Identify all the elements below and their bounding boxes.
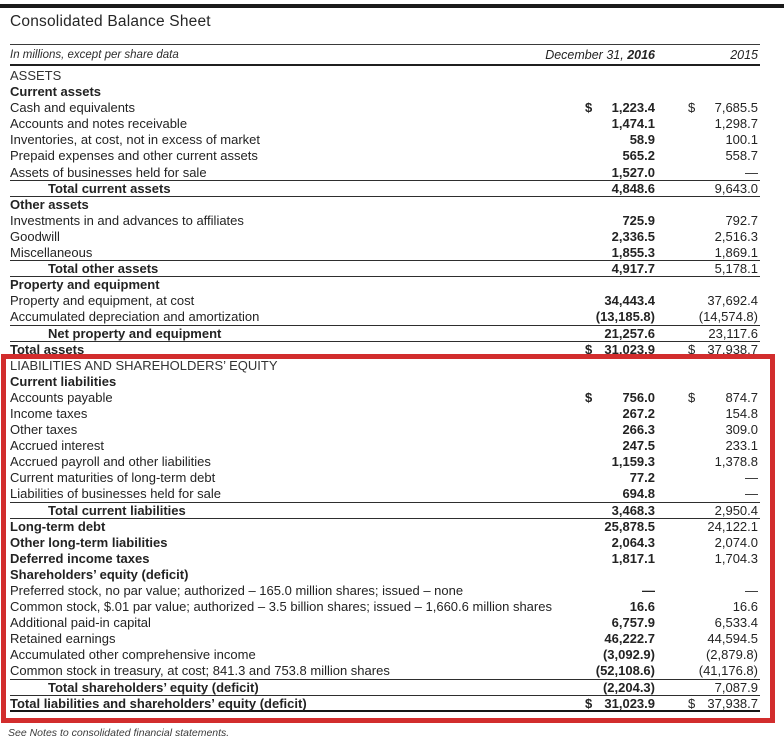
value-2015-cell — [688, 696, 758, 712]
value-2016-cell — [585, 422, 655, 438]
table-row — [10, 245, 760, 261]
value-2016: 46,222.7 — [604, 631, 655, 647]
value-2015: 2,950.4 — [714, 502, 758, 518]
value-2015-cell — [688, 342, 758, 358]
table-row — [10, 116, 760, 132]
table-row — [10, 647, 760, 663]
unit-note: In millions, except per share data — [10, 48, 179, 61]
table-row — [10, 374, 760, 390]
value-2016-cell — [585, 165, 655, 181]
row-label: Net property and equipment — [48, 325, 222, 341]
dollar-sign: $ — [688, 100, 696, 116]
value-2016-cell — [585, 599, 655, 615]
value-2015-cell — [688, 663, 758, 679]
value-2016: 3,468.3 — [611, 502, 655, 518]
table-row — [10, 503, 760, 519]
value-2015-cell — [688, 486, 758, 502]
row-label: Deferred income taxes — [10, 550, 150, 566]
value-2015-cell — [688, 503, 758, 519]
value-2015: 233.1 — [725, 438, 758, 454]
value-2015: 1,704.3 — [714, 550, 758, 566]
table-header-row — [10, 44, 760, 66]
row-label: Income taxes — [10, 405, 88, 421]
value-2016: (3,092.9) — [602, 647, 655, 663]
table-row — [10, 615, 760, 631]
value-2016-cell — [585, 696, 655, 712]
value-2016-cell — [585, 406, 655, 422]
value-2015-cell — [688, 213, 758, 229]
row-label: Other taxes — [10, 422, 78, 438]
value-2015-cell — [688, 438, 758, 454]
value-2015-cell — [688, 680, 758, 696]
table-row — [10, 422, 760, 438]
value-2016-cell — [585, 647, 655, 663]
footnote: See Notes to consolidated financial statements. — [8, 727, 230, 739]
value-2016: 1,474.1 — [611, 116, 655, 132]
balance-sheet-table — [10, 68, 760, 712]
value-2016: 266.3 — [622, 422, 655, 438]
value-2015: (41,176.8) — [698, 663, 758, 679]
row-label: Long-term debt — [10, 518, 106, 534]
row-label: Shareholders’ equity (deficit) — [10, 566, 189, 582]
value-2015-cell — [688, 406, 758, 422]
table-row — [10, 342, 760, 358]
row-label: Current liabilities — [10, 373, 117, 389]
table-row — [10, 132, 760, 148]
value-2015: 1,298.7 — [714, 116, 758, 132]
table-row — [10, 148, 760, 164]
row-label: Current maturities of long-term debt — [10, 470, 216, 486]
table-row — [10, 165, 760, 181]
value-2016: 77.2 — [629, 470, 655, 486]
table-row — [10, 293, 760, 309]
value-2016-cell — [585, 663, 655, 679]
row-label: Accumulated depreciation and amortization — [10, 309, 260, 325]
table-row — [10, 84, 760, 100]
value-2016: 16.6 — [629, 599, 655, 615]
value-2015-cell — [688, 245, 758, 261]
value-2015: — — [745, 486, 758, 502]
row-label: Accounts payable — [10, 389, 113, 405]
value-2016-cell — [585, 326, 655, 342]
value-2015: 37,692.4 — [707, 293, 758, 309]
value-2016-cell — [585, 100, 655, 116]
row-label: Current assets — [10, 84, 102, 100]
row-label: Goodwill — [10, 228, 60, 244]
value-2016-cell — [585, 132, 655, 148]
table-row — [10, 358, 760, 374]
value-2015: 792.7 — [725, 212, 758, 228]
value-2016-cell — [585, 503, 655, 519]
value-2015: — — [745, 583, 758, 598]
value-2016-cell — [585, 309, 655, 325]
value-2016: (13,185.8) — [595, 309, 655, 325]
dollar-sign: $ — [585, 341, 593, 357]
value-2016-cell — [585, 519, 655, 535]
row-label: Accounts and notes receivable — [10, 116, 188, 132]
value-2015: (14,574.8) — [698, 309, 758, 325]
value-2015: 1,869.1 — [714, 245, 758, 261]
value-2016: 725.9 — [622, 212, 655, 228]
table-row — [10, 583, 760, 599]
table-row — [10, 438, 760, 454]
value-2016: 4,848.6 — [611, 180, 655, 196]
value-2015: 2,516.3 — [714, 228, 758, 244]
value-2016-cell — [585, 261, 655, 277]
table-row — [10, 567, 760, 583]
table-row — [10, 470, 760, 486]
value-2015-cell — [688, 326, 758, 342]
value-2016-cell — [585, 148, 655, 164]
value-2015: 874.7 — [725, 389, 758, 405]
value-2015-cell — [688, 535, 758, 551]
row-label: Miscellaneous — [10, 245, 93, 261]
dollar-sign: $ — [688, 341, 696, 357]
value-2016: 58.9 — [629, 132, 655, 148]
row-label: Cash and equivalents — [10, 100, 136, 116]
table-row — [10, 631, 760, 647]
value-2016: 1,159.3 — [611, 454, 655, 470]
row-label: Preferred stock, no par value; authorized – 165.0 million shares; issued – none — [10, 583, 464, 598]
value-2016: 565.2 — [622, 148, 655, 164]
value-2016: 1,527.0 — [611, 164, 655, 180]
table-row — [10, 663, 760, 679]
value-2015-cell — [688, 454, 758, 470]
row-label: Other long-term liabilities — [10, 534, 168, 550]
value-2015-cell — [688, 100, 758, 116]
row-label: Retained earnings — [10, 631, 116, 647]
row-label: Total current liabilities — [48, 502, 186, 518]
value-2016: 1,817.1 — [611, 550, 655, 566]
table-row — [10, 390, 760, 406]
row-label: Common stock, $.01 par value; authorized – 3.5 billion shares; issued – 1,660.6 million shares — [10, 599, 552, 615]
row-label: Common stock in treasury, at cost; 841.3 and 753.8 million shares — [10, 663, 390, 679]
value-2015-cell — [688, 599, 758, 615]
value-2015-cell — [688, 519, 758, 535]
value-2016-cell — [585, 470, 655, 486]
value-2015: 558.7 — [725, 148, 758, 164]
value-2016-cell — [585, 680, 655, 696]
value-2016: 1,223.4 — [611, 100, 655, 116]
table-row — [10, 309, 760, 325]
value-2016: 31,023.9 — [604, 695, 655, 711]
row-label: Accumulated other comprehensive income — [10, 647, 256, 663]
value-2015: 7,685.5 — [714, 100, 758, 116]
dollar-sign: $ — [688, 389, 696, 405]
table-row — [10, 277, 760, 293]
value-2016-cell — [585, 583, 655, 599]
table-row — [10, 229, 760, 245]
value-2015-cell — [688, 229, 758, 245]
value-2016-cell — [585, 181, 655, 197]
table-row — [10, 68, 760, 84]
value-2016-cell — [585, 229, 655, 245]
dollar-sign: $ — [585, 389, 593, 405]
row-label: Inventories, at cost, not in excess of market — [10, 132, 261, 148]
page-title: Consolidated Balance Sheet — [10, 13, 211, 30]
value-2015-cell — [688, 647, 758, 663]
table-row — [10, 454, 760, 470]
value-2016-cell — [585, 615, 655, 631]
value-2015: 23,117.6 — [708, 325, 758, 341]
value-2016: 756.0 — [622, 389, 655, 405]
row-label: LIABILITIES AND SHAREHOLDERS’ EQUITY — [10, 357, 278, 373]
value-2016-cell — [585, 551, 655, 567]
value-2015-cell — [688, 422, 758, 438]
table-row — [10, 680, 760, 696]
value-2016: 267.2 — [622, 405, 655, 421]
row-label: Total assets — [10, 341, 85, 357]
row-label: Total current assets — [48, 180, 171, 196]
table-row — [10, 535, 760, 551]
value-2015-cell — [688, 309, 758, 325]
value-2015: 154.8 — [725, 405, 758, 421]
value-2015-cell — [688, 261, 758, 277]
row-label: ASSETS — [10, 68, 62, 83]
row-label: Investments in and advances to affiliates — [10, 212, 244, 228]
value-2016-cell — [585, 486, 655, 502]
value-2015-cell — [688, 470, 758, 486]
table-row — [10, 599, 760, 615]
value-2015: 5,178.1 — [714, 261, 758, 277]
row-label: Accrued payroll and other liabilities — [10, 454, 211, 470]
value-2016: 247.5 — [622, 438, 655, 454]
column-header-date-prefix: December 31, — [545, 47, 624, 62]
value-2016-cell — [585, 293, 655, 309]
table-row — [10, 213, 760, 229]
top-rule — [0, 4, 784, 8]
dollar-sign: $ — [688, 695, 696, 711]
value-2015-cell — [688, 390, 758, 406]
value-2015: 7,087.9 — [714, 679, 758, 695]
value-2015: 309.0 — [725, 422, 758, 438]
value-2016-cell — [585, 390, 655, 406]
value-2015: 37,938.7 — [707, 341, 758, 357]
value-2015-cell — [688, 181, 758, 197]
value-2015-cell — [688, 551, 758, 567]
value-2015-cell — [688, 631, 758, 647]
value-2016: 31,023.9 — [604, 341, 655, 357]
value-2015-cell — [688, 293, 758, 309]
row-label: Additional paid-in capital — [10, 615, 151, 631]
row-label: Total shareholders’ equity (deficit) — [48, 679, 259, 695]
value-2016-cell — [585, 631, 655, 647]
table-row — [10, 519, 760, 535]
table-row — [10, 181, 760, 197]
column-header-2015: 2015 — [730, 47, 758, 62]
value-2016: 21,257.6 — [604, 325, 655, 341]
value-2016-cell — [585, 116, 655, 132]
value-2016: (52,108.6) — [595, 663, 655, 679]
table-row — [10, 406, 760, 422]
table-row — [10, 696, 760, 712]
row-label: Property and equipment — [10, 277, 160, 293]
value-2015: 9,643.0 — [714, 180, 758, 196]
value-2016-cell — [585, 213, 655, 229]
value-2016: — — [642, 583, 655, 598]
row-label: Total liabilities and shareholders’ equity (deficit) — [10, 695, 307, 711]
value-2015-cell — [688, 132, 758, 148]
value-2016-cell — [585, 454, 655, 470]
value-2016-cell — [585, 438, 655, 454]
value-2015-cell — [688, 615, 758, 631]
column-header-year-2016: 2016 — [627, 47, 655, 62]
row-label: Liabilities of businesses held for sale — [10, 486, 222, 502]
value-2016-cell — [585, 535, 655, 551]
value-2015: 16.6 — [732, 599, 758, 615]
value-2015: 37,938.7 — [707, 695, 758, 711]
value-2015: 24,122.1 — [707, 518, 758, 534]
value-2015-cell — [688, 583, 758, 599]
value-2015: (2,879.8) — [705, 647, 758, 663]
value-2015: 2,074.0 — [714, 534, 758, 550]
value-2016: 2,336.5 — [611, 228, 655, 244]
row-label: Other assets — [10, 196, 89, 212]
value-2015: 6,533.4 — [714, 615, 758, 631]
value-2016: 25,878.5 — [604, 518, 655, 534]
value-2016: 6,757.9 — [611, 615, 655, 631]
row-label: Total other assets — [48, 261, 159, 277]
row-label: Accrued interest — [10, 438, 104, 454]
row-label: Property and equipment, at cost — [10, 293, 195, 309]
value-2015: — — [745, 470, 758, 486]
value-2015: 100.1 — [725, 132, 758, 148]
value-2016: 1,855.3 — [611, 245, 655, 261]
value-2016: 694.8 — [622, 486, 655, 502]
row-label: Prepaid expenses and other current assets — [10, 148, 258, 164]
value-2015: — — [745, 164, 758, 180]
value-2015-cell — [688, 165, 758, 181]
table-row — [10, 261, 760, 277]
value-2016: (2,204.3) — [602, 679, 655, 695]
table-row — [10, 197, 760, 213]
value-2015-cell — [688, 148, 758, 164]
value-2016-cell — [585, 245, 655, 261]
value-2015-cell — [688, 116, 758, 132]
row-label: Assets of businesses held for sale — [10, 164, 207, 180]
value-2015: 44,594.5 — [707, 631, 758, 647]
table-row — [10, 100, 760, 116]
value-2016: 4,917.7 — [611, 261, 655, 277]
column-header-2016 — [545, 48, 655, 62]
value-2016: 34,443.4 — [604, 293, 655, 309]
table-row — [10, 551, 760, 567]
value-2016: 2,064.3 — [611, 534, 655, 550]
dollar-sign: $ — [585, 695, 593, 711]
value-2015: 1,378.8 — [714, 454, 758, 470]
dollar-sign: $ — [585, 100, 593, 116]
value-2016-cell — [585, 342, 655, 358]
table-row — [10, 486, 760, 502]
table-row — [10, 326, 760, 342]
